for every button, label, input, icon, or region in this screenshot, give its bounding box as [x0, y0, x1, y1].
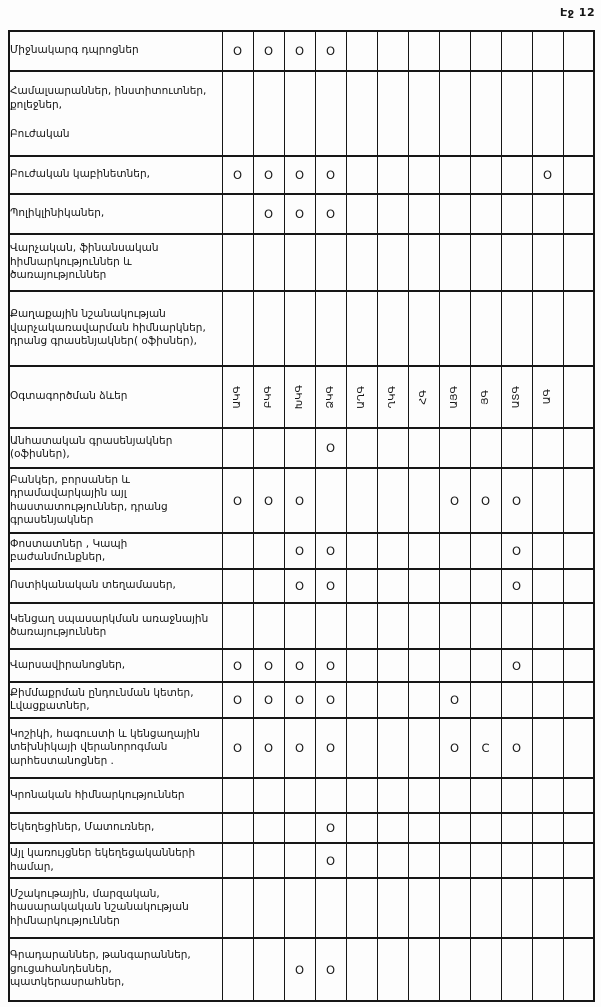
empty-cell: [470, 194, 501, 234]
empty-cell: [501, 291, 532, 366]
empty-cell: [563, 234, 594, 291]
empty-cell: [439, 428, 470, 468]
permission-mark-cell: O: [253, 156, 284, 194]
permission-mark-cell: O: [315, 649, 346, 682]
empty-cell: [439, 813, 470, 843]
empty-cell: [222, 234, 253, 291]
empty-cell: [253, 533, 284, 569]
table-row: [9, 813, 594, 843]
empty-cell: [408, 938, 439, 1001]
row-label: Կոշիկի, հագուստի և կենցաղային տեխնիկայի վերանորոգման արհեստանոցներ .: [9, 718, 222, 778]
page-number-label: Էջ 12: [560, 6, 596, 19]
empty-cell: [222, 194, 253, 234]
column-header-label: ԱՅԳ: [448, 385, 460, 409]
empty-cell: [563, 31, 594, 71]
empty-cell: [377, 234, 408, 291]
empty-cell: [470, 843, 501, 878]
empty-cell: [222, 878, 253, 938]
empty-cell: [408, 428, 439, 468]
permission-mark-cell: O: [222, 468, 253, 533]
table-row: [9, 156, 594, 194]
permission-mark-cell: O: [439, 682, 470, 718]
empty-cell: [253, 234, 284, 291]
empty-cell: [532, 291, 563, 366]
permission-mark-cell: O: [470, 468, 501, 533]
row-label: Բուժական կաբինետներ,: [9, 156, 222, 194]
empty-cell: [377, 649, 408, 682]
empty-cell: [470, 31, 501, 71]
empty-cell: [222, 291, 253, 366]
empty-cell: [501, 813, 532, 843]
column-header-label: ՁԿԳ: [324, 385, 336, 409]
permission-mark-cell: O: [315, 938, 346, 1001]
permission-mark-cell: O: [315, 682, 346, 718]
empty-cell: [377, 878, 408, 938]
empty-cell: [470, 603, 501, 649]
permission-mark-cell: O: [222, 682, 253, 718]
column-header: [315, 366, 346, 428]
empty-cell: [346, 533, 377, 569]
permission-mark-cell: O: [284, 682, 315, 718]
empty-cell: [439, 878, 470, 938]
empty-cell: [284, 428, 315, 468]
permission-mark-cell: O: [315, 813, 346, 843]
empty-cell: [315, 71, 346, 156]
empty-cell: [346, 569, 377, 603]
empty-cell: [284, 813, 315, 843]
empty-cell: [563, 649, 594, 682]
empty-cell: [408, 718, 439, 778]
empty-cell: [222, 843, 253, 878]
empty-cell: [439, 533, 470, 569]
row-label: Պոլիկլինիկաներ,: [9, 194, 222, 234]
empty-cell: [346, 71, 377, 156]
empty-cell: [470, 428, 501, 468]
usage-forms-header-row: [9, 366, 594, 428]
empty-cell: [470, 649, 501, 682]
row-label: Անհատական գրասենյակներ (օֆիսներ),: [9, 428, 222, 468]
permission-mark-cell: O: [501, 533, 532, 569]
table-row: [9, 878, 594, 938]
empty-cell: [470, 291, 501, 366]
empty-cell: [563, 291, 594, 366]
empty-cell: [315, 291, 346, 366]
empty-cell: [439, 649, 470, 682]
permission-mark-cell: O: [284, 938, 315, 1001]
empty-cell: [532, 843, 563, 878]
empty-cell: [532, 813, 563, 843]
empty-cell: [377, 778, 408, 813]
column-header: [439, 366, 470, 428]
permission-mark-cell: O: [315, 569, 346, 603]
empty-cell: [470, 878, 501, 938]
empty-cell: [377, 291, 408, 366]
empty-cell: [408, 156, 439, 194]
empty-cell: [501, 938, 532, 1001]
empty-cell: [439, 569, 470, 603]
empty-cell: [253, 428, 284, 468]
zoning-table: [8, 30, 595, 1002]
empty-cell: [253, 843, 284, 878]
empty-cell: [377, 843, 408, 878]
column-header: [222, 366, 253, 428]
table-row: [9, 31, 594, 71]
permission-mark-cell: O: [315, 718, 346, 778]
empty-cell: [563, 194, 594, 234]
empty-cell: [563, 533, 594, 569]
empty-cell: [439, 156, 470, 194]
column-header: [408, 366, 439, 428]
empty-cell: [346, 813, 377, 843]
row-label: Համալսարաններ, ինստիտուտներ, քոլեջներ, Բուժական: [9, 71, 222, 156]
empty-cell: [501, 682, 532, 718]
empty-cell: [346, 428, 377, 468]
empty-cell: [563, 843, 594, 878]
empty-cell: [532, 533, 563, 569]
table-row: [9, 569, 594, 603]
column-header-label: ՀԳ: [417, 389, 429, 405]
row-label: Միջնակարգ դպրոցներ: [9, 31, 222, 71]
empty-cell: [563, 813, 594, 843]
empty-cell: [377, 938, 408, 1001]
empty-cell: [532, 31, 563, 71]
empty-cell: [222, 569, 253, 603]
empty-cell: [346, 778, 377, 813]
permission-mark-cell: O: [315, 156, 346, 194]
empty-cell: [501, 71, 532, 156]
permission-mark-cell: O: [253, 649, 284, 682]
row-label: Այլ կառույցներ եկեղեցականների համար,: [9, 843, 222, 878]
empty-cell: [532, 71, 563, 156]
permission-mark-cell: O: [501, 569, 532, 603]
empty-cell: [346, 194, 377, 234]
empty-cell: [408, 194, 439, 234]
empty-cell: [439, 778, 470, 813]
column-header-label: ՅԳ: [479, 389, 491, 405]
permission-mark-cell: O: [284, 649, 315, 682]
empty-cell: [253, 878, 284, 938]
empty-cell: [563, 878, 594, 938]
column-header-label: ԽԿԳ: [293, 384, 305, 410]
column-header-label: ԲԿԳ: [262, 385, 274, 409]
empty-cell: [346, 603, 377, 649]
permission-mark-cell: O: [284, 569, 315, 603]
row-label: Եկեղեցիներ, Մատուռներ,: [9, 813, 222, 843]
empty-cell: [532, 649, 563, 682]
column-header-label: ԱՏԳ: [510, 385, 522, 409]
empty-cell: [470, 533, 501, 569]
empty-cell: [470, 938, 501, 1001]
column-header-label: ՂԿԳ: [386, 385, 398, 409]
permission-mark-cell: O: [284, 31, 315, 71]
table-row: [9, 682, 594, 718]
empty-cell: [563, 778, 594, 813]
empty-cell: [284, 878, 315, 938]
empty-cell: [501, 234, 532, 291]
empty-cell: [346, 938, 377, 1001]
table-row: [9, 938, 594, 1001]
row-label: Քաղաքային նշանակության վարչակառավարման հիմնարկներ, դրանց գրասենյակներ( օֆիսներ),: [9, 291, 222, 366]
empty-cell: [253, 938, 284, 1001]
permission-mark-cell: O: [501, 468, 532, 533]
empty-cell: [408, 682, 439, 718]
empty-cell: [408, 649, 439, 682]
empty-cell: [377, 31, 408, 71]
empty-cell: [222, 533, 253, 569]
empty-cell: [315, 603, 346, 649]
empty-cell: [377, 718, 408, 778]
table-row: [9, 71, 594, 156]
table-row: [9, 649, 594, 682]
empty-cell: [563, 938, 594, 1001]
empty-cell: [501, 428, 532, 468]
row-label: Փոստատներ , Կապի բաժանմունքներ,: [9, 533, 222, 569]
empty-cell: [470, 71, 501, 156]
column-header-label: ԱԳ: [541, 389, 553, 405]
empty-cell: [532, 778, 563, 813]
permission-mark-cell: O: [253, 194, 284, 234]
table-row: [9, 291, 594, 366]
permission-mark-cell: O: [253, 31, 284, 71]
empty-cell: [532, 468, 563, 533]
empty-cell: [501, 603, 532, 649]
empty-cell: [346, 234, 377, 291]
row-label: Քիմմաքրման ընդունման կետեր, Լվացքատներ,: [9, 682, 222, 718]
empty-cell: [253, 778, 284, 813]
empty-cell: [222, 938, 253, 1001]
empty-cell: [563, 156, 594, 194]
empty-cell: [377, 428, 408, 468]
empty-cell: [377, 194, 408, 234]
empty-cell: [284, 291, 315, 366]
empty-cell: [470, 682, 501, 718]
permission-mark-cell: O: [222, 718, 253, 778]
empty-cell: [501, 194, 532, 234]
zoning-table-body: [9, 31, 594, 1001]
column-header: [284, 366, 315, 428]
empty-cell: [532, 878, 563, 938]
empty-cell: [346, 682, 377, 718]
empty-cell: [346, 878, 377, 938]
permission-mark-cell: O: [439, 718, 470, 778]
permission-mark-cell: O: [315, 843, 346, 878]
empty-cell: [377, 156, 408, 194]
table-row: [9, 533, 594, 569]
column-header-label: ԱՂԳ: [355, 385, 367, 409]
usage-forms-header-label: Օգտագործման ձևեր: [9, 366, 222, 428]
empty-cell: [315, 234, 346, 291]
empty-cell: [439, 291, 470, 366]
empty-cell: [563, 682, 594, 718]
row-sublabel: Բուժական: [10, 128, 70, 141]
empty-cell: [532, 938, 563, 1001]
permission-mark-cell: O: [501, 649, 532, 682]
empty-cell: [563, 71, 594, 156]
empty-cell: [284, 71, 315, 156]
empty-cell: [408, 31, 439, 71]
empty-cell: [501, 31, 532, 71]
empty-cell: [439, 234, 470, 291]
empty-cell: [563, 468, 594, 533]
permission-mark-cell: O: [253, 718, 284, 778]
column-header: [470, 366, 501, 428]
table-row: [9, 843, 594, 878]
empty-cell: [532, 194, 563, 234]
empty-cell: [439, 31, 470, 71]
empty-cell: [222, 778, 253, 813]
empty-cell: [346, 468, 377, 533]
empty-cell: [377, 71, 408, 156]
empty-cell: [501, 878, 532, 938]
empty-cell: [439, 603, 470, 649]
empty-cell: [253, 813, 284, 843]
row-label: Վարչական, ֆինանսական հիմնարկություններ և ծառայություններ: [9, 234, 222, 291]
row-label: Վարսավիրանոցներ,: [9, 649, 222, 682]
table-row: [9, 428, 594, 468]
empty-cell: [408, 468, 439, 533]
empty-cell: [470, 156, 501, 194]
empty-cell: [532, 603, 563, 649]
empty-cell: [501, 778, 532, 813]
empty-cell: [284, 778, 315, 813]
permission-mark-cell: O: [315, 533, 346, 569]
empty-cell: [408, 291, 439, 366]
empty-cell: [253, 291, 284, 366]
empty-cell: [222, 603, 253, 649]
empty-cell: [377, 533, 408, 569]
column-header: [532, 366, 563, 428]
table-row: [9, 718, 594, 778]
empty-cell: [346, 718, 377, 778]
empty-cell: [563, 718, 594, 778]
table-row: [9, 778, 594, 813]
empty-cell: [222, 71, 253, 156]
empty-cell: [253, 603, 284, 649]
column-header: [253, 366, 284, 428]
empty-cell: [284, 843, 315, 878]
empty-cell: [377, 682, 408, 718]
empty-cell: [346, 291, 377, 366]
permission-mark-cell: O: [501, 718, 532, 778]
empty-cell: [408, 234, 439, 291]
empty-cell: [253, 71, 284, 156]
empty-cell: [284, 234, 315, 291]
permission-mark-cell: O: [315, 31, 346, 71]
empty-cell: [563, 603, 594, 649]
empty-cell: [470, 234, 501, 291]
empty-cell: [501, 156, 532, 194]
table-row: [9, 194, 594, 234]
empty-cell: [470, 778, 501, 813]
empty-cell: [439, 938, 470, 1001]
permission-mark-cell: O: [284, 194, 315, 234]
empty-cell: [563, 569, 594, 603]
empty-cell: [532, 234, 563, 291]
empty-cell: [408, 603, 439, 649]
row-label: Կրոնական հիմնարկություններ: [9, 778, 222, 813]
empty-cell: [408, 569, 439, 603]
empty-cell: [501, 843, 532, 878]
empty-cell: [346, 156, 377, 194]
table-row: [9, 603, 594, 649]
row-label: Գրադարաններ, թանգարաններ, ցուցահանդեսներ, պատկերասրահներ,: [9, 938, 222, 1001]
empty-cell: [563, 428, 594, 468]
permission-mark-cell: O: [222, 649, 253, 682]
empty-cell: [315, 878, 346, 938]
empty-cell: [532, 428, 563, 468]
empty-cell: [284, 603, 315, 649]
permission-mark-cell: C: [470, 718, 501, 778]
permission-mark-cell: O: [532, 156, 563, 194]
permission-mark-cell: O: [315, 428, 346, 468]
row-label: Մշակութային, մարզական, հասարակական նշանակության հիմնարկություններ: [9, 878, 222, 938]
empty-cell: [532, 682, 563, 718]
empty-cell: [346, 31, 377, 71]
permission-mark-cell: O: [222, 156, 253, 194]
empty-cell: [439, 71, 470, 156]
empty-cell: [439, 843, 470, 878]
row-label: Ոստիկանական տեղամասեր,: [9, 569, 222, 603]
empty-cell: [408, 778, 439, 813]
empty-cell: [408, 71, 439, 156]
empty-cell: [377, 603, 408, 649]
permission-mark-cell: O: [222, 31, 253, 71]
permission-mark-cell: O: [439, 468, 470, 533]
row-label: Բանկեր, բորսաներ և դրամավարկային այլ հաստատություններ, դրանց գրասենյակներ: [9, 468, 222, 533]
permission-mark-cell: O: [253, 468, 284, 533]
empty-cell: [346, 843, 377, 878]
permission-mark-cell: O: [284, 533, 315, 569]
empty-cell: [315, 468, 346, 533]
column-header: [346, 366, 377, 428]
column-header: [563, 366, 594, 428]
table-row: [9, 234, 594, 291]
table-row: [9, 468, 594, 533]
empty-cell: [377, 813, 408, 843]
empty-cell: [377, 468, 408, 533]
column-header-label: ԱԿԳ: [231, 385, 243, 409]
empty-cell: [408, 843, 439, 878]
empty-cell: [408, 813, 439, 843]
permission-mark-cell: O: [253, 682, 284, 718]
row-label: Կենցաղ սպասարկման առաջնային ծառայություններ: [9, 603, 222, 649]
empty-cell: [222, 428, 253, 468]
empty-cell: [346, 649, 377, 682]
empty-cell: [253, 569, 284, 603]
empty-cell: [532, 718, 563, 778]
permission-mark-cell: O: [315, 194, 346, 234]
empty-cell: [532, 569, 563, 603]
permission-mark-cell: O: [284, 718, 315, 778]
column-header: [377, 366, 408, 428]
empty-cell: [222, 813, 253, 843]
empty-cell: [408, 533, 439, 569]
empty-cell: [470, 813, 501, 843]
empty-cell: [315, 778, 346, 813]
empty-cell: [377, 569, 408, 603]
permission-mark-cell: O: [284, 156, 315, 194]
empty-cell: [439, 194, 470, 234]
permission-mark-cell: O: [284, 468, 315, 533]
column-header: [501, 366, 532, 428]
empty-cell: [408, 878, 439, 938]
empty-cell: [470, 569, 501, 603]
